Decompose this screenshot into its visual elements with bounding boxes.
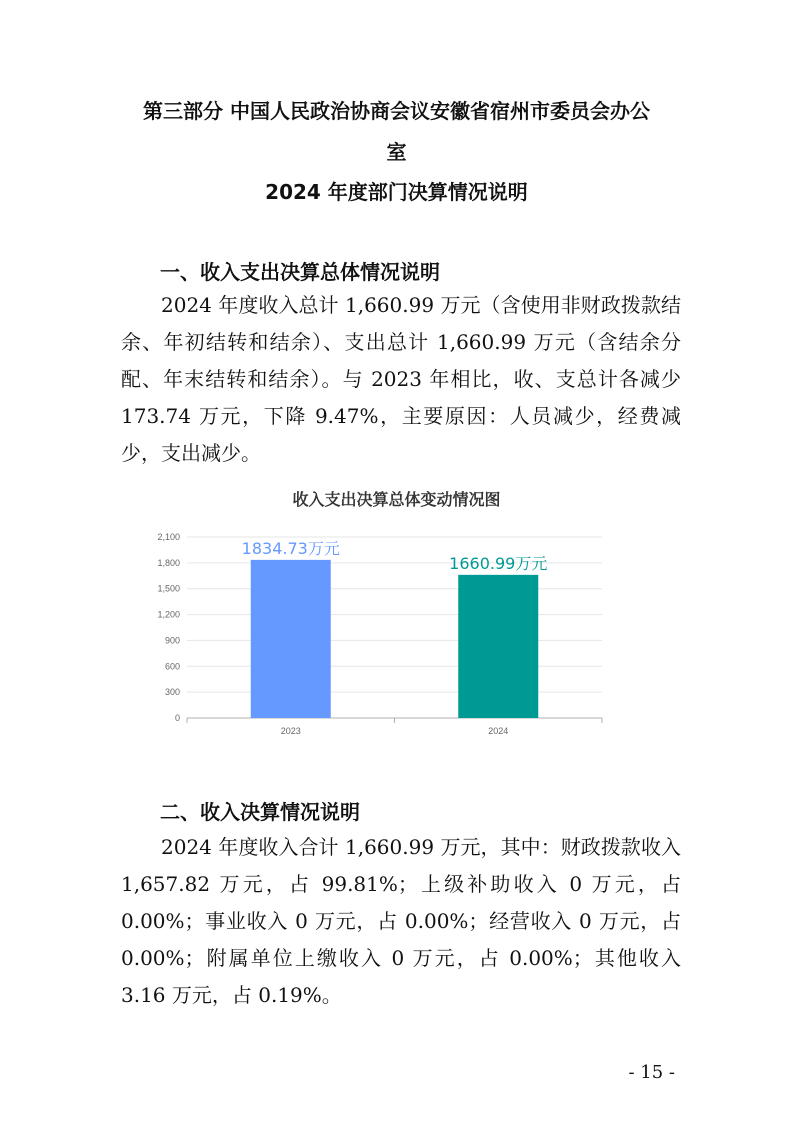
section-2-paragraph: 2024 年度收入合计 1,660.99 万元，其中：财政拨款收入 1,657.82 万元，占 99.81%；上级补助收入 0 万元，占 0.00%；事业收入 0 万元，占 0.00%；经营收入 0 万元，占 0.00%；附属单位上缴收入 0 万元，占 0.00%；其他收入 3.16 万元，占 0.19%。 [121, 835, 681, 1007]
chart-title: 收入支出决算总体变动情况图 [292, 490, 501, 509]
page-title-line-3: 2024 年度部门决算情况说明 [265, 180, 528, 204]
bar-2024 [458, 575, 538, 718]
y-tick-label: 600 [164, 661, 180, 672]
income-expense-bar-chart [140, 522, 615, 744]
x-tick-label-2023: 2023 [280, 726, 301, 736]
bar-2023 [251, 560, 331, 718]
data-label-2024: 1660.99万元 [449, 553, 548, 573]
section-1-paragraph: 2024 年度收入总计 1,660.99 万元（含使用非财政拨款结余、年初结转和结余）、支出总计 1,660.99 万元（含结余分配、年末结转和结余）。与 2023 年相比，收、支总计各减少 173.74 万元，下降 9.47%，主要原因：人员减少，经费减少，支出减少。 [121, 293, 681, 465]
section-1-heading: 一、收入支出决算总体情况说明 [160, 260, 440, 284]
y-tick-label: 0 [174, 713, 180, 723]
y-tick-label: 300 [164, 687, 180, 698]
page-title-line-1: 第三部分 中国人民政治协商会议安徽省宿州市委员会办公 [143, 99, 650, 123]
page-number: - 15 - [628, 1062, 675, 1083]
y-tick-label: 900 [164, 635, 180, 646]
page-title-line-2: 室 [386, 140, 407, 164]
y-tick-label: 1,500 [157, 583, 180, 594]
y-tick-label: 1,800 [157, 557, 180, 568]
section-2-heading: 二、收入决算情况说明 [160, 800, 360, 824]
data-label-2023: 1834.73万元 [241, 538, 340, 558]
y-tick-label: 2,100 [157, 532, 180, 542]
x-tick-label-2024: 2024 [488, 726, 509, 736]
y-tick-label: 1,200 [157, 609, 180, 620]
